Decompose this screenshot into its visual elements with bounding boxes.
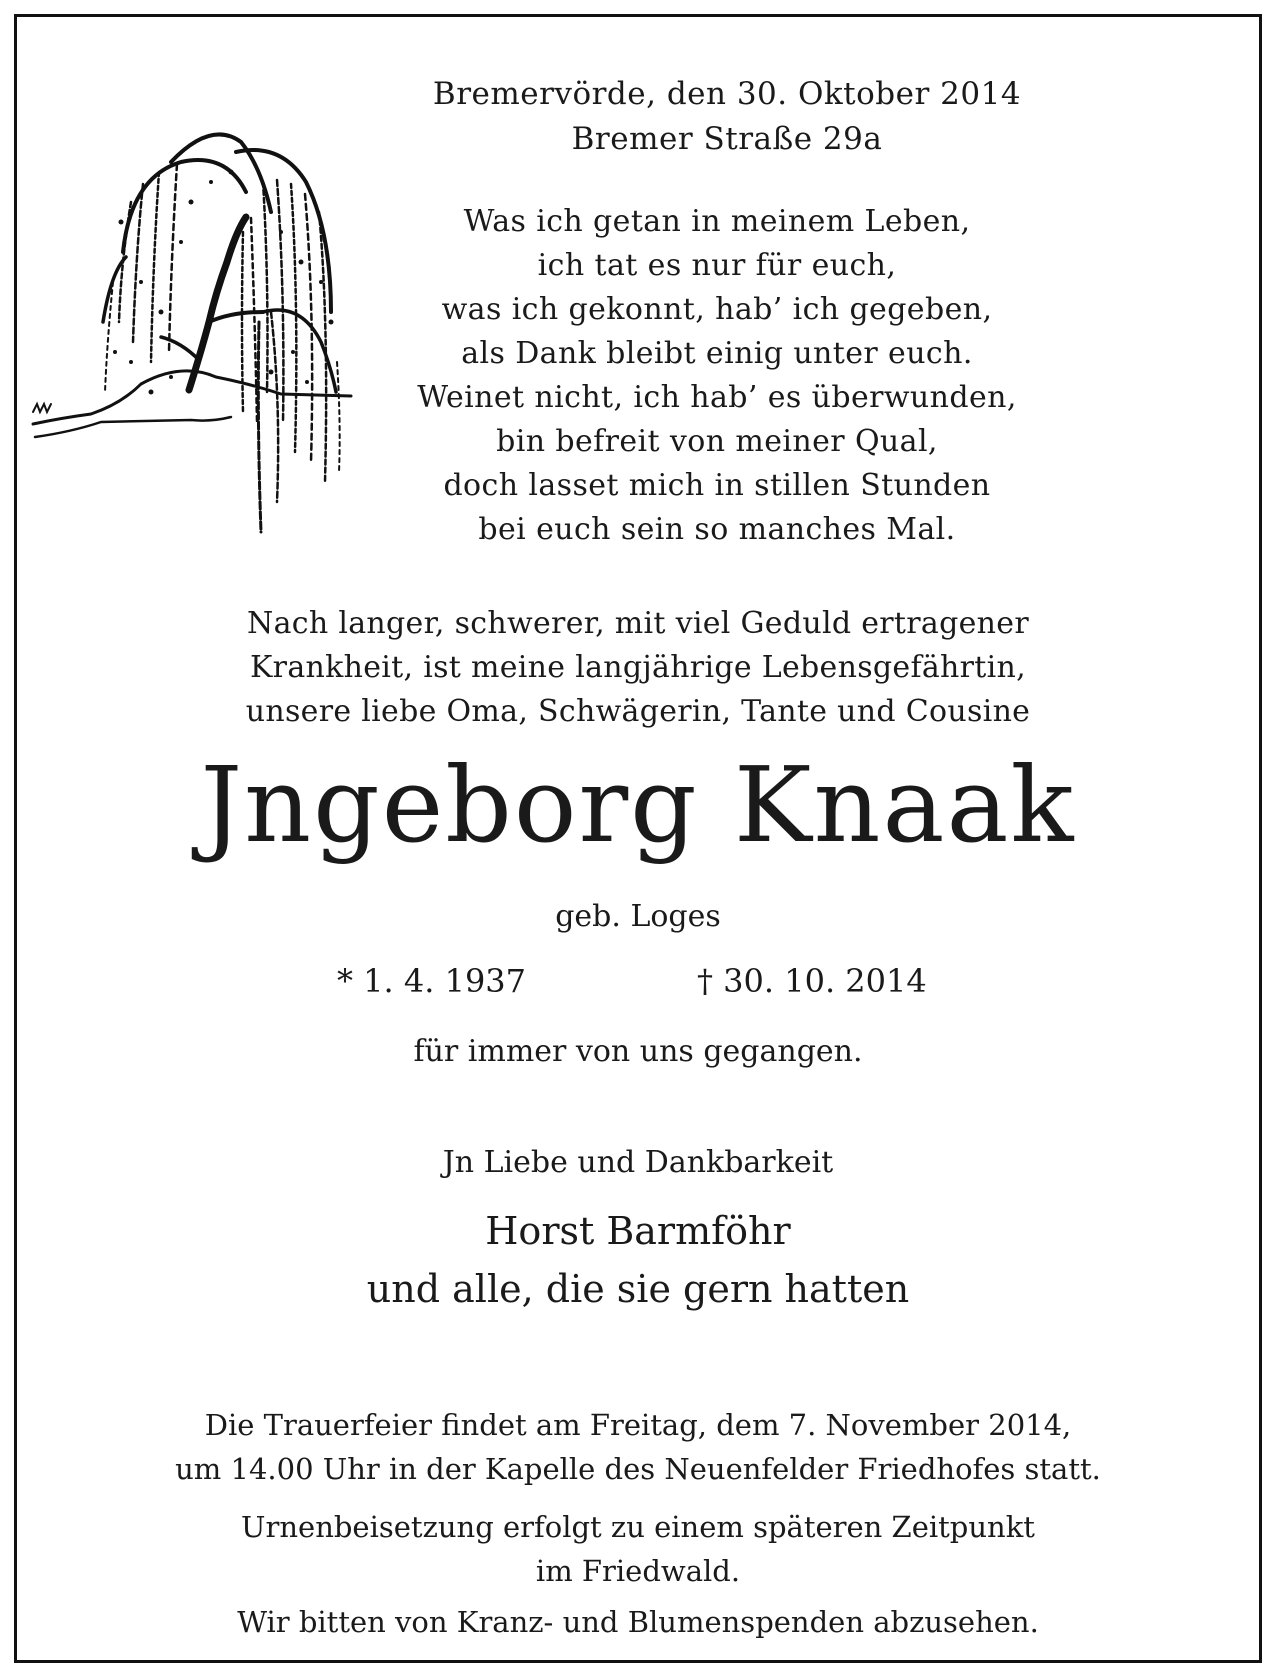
mourners-intro: Jn Liebe und Dankbarkeit [442,1145,834,1180]
intro-line: Nach langer, schwerer, mit viel Geduld ertragener [247,606,1029,641]
mourner-name: Horst Barmföhr [485,1209,791,1253]
mourners-names [17,1202,1259,1318]
poem-line: ich tat es nur für euch, [537,248,897,283]
poem-line: bin befreit von meiner Qual, [496,424,938,459]
urn-line: Urnenbeisetzung erfolgt zu einem späteren Zeitpunkt [241,1510,1035,1544]
funeral-line: Die Trauerfeier findet am Freitag, dem 7. November 2014, [204,1408,1072,1442]
poem-line: Was ich getan in meinem Leben, [463,204,971,239]
mourner-name: und alle, die sie gern hatten [366,1267,910,1311]
donation-request: Wir bitten von Kranz- und Blumenspenden abzusehen. [237,1605,1039,1639]
maiden-name: geb. Loges [555,899,721,934]
poem-line: als Dank bleibt einig unter euch. [461,336,973,371]
poem [317,200,1117,552]
place-date: Bremervörde, den 30. Oktober 2014 [432,76,1022,112]
poem-line: doch lasset mich in stillen Stunden [443,468,991,503]
poem-line: bei euch sein so manches Mal. [478,512,956,547]
poem-line: Weinet nicht, ich hab’ es überwunden, [417,380,1017,415]
funeral-details [17,1403,1259,1491]
poem-line: was ich gekonnt, hab’ ich gegeben, [441,292,993,327]
address: Bremer Straße 29a [571,121,883,157]
urn-burial-details [17,1505,1259,1593]
urn-line: im Friedwald. [535,1554,741,1588]
intro-line: Krankheit, ist meine langjährige Lebensgefährtin, [249,650,1027,685]
death-date: † 30. 10. 2014 [697,962,927,1000]
passed-away-text: für immer von uns gegangen. [413,1034,863,1069]
deceased-name: Jngeborg Knaak [200,744,1076,866]
weeping-willow-icon [31,122,361,542]
funeral-line: um 14.00 Uhr in der Kapelle des Neuenfelder Friedhofes statt. [175,1452,1101,1486]
death-announcement-intro [17,602,1259,734]
obituary-frame [14,14,1262,1663]
place-date-header [347,72,1107,162]
intro-line: unsere liebe Oma, Schwägerin, Tante und Cousine [245,694,1031,729]
birth-date: * 1. 4. 1937 [337,962,527,1000]
